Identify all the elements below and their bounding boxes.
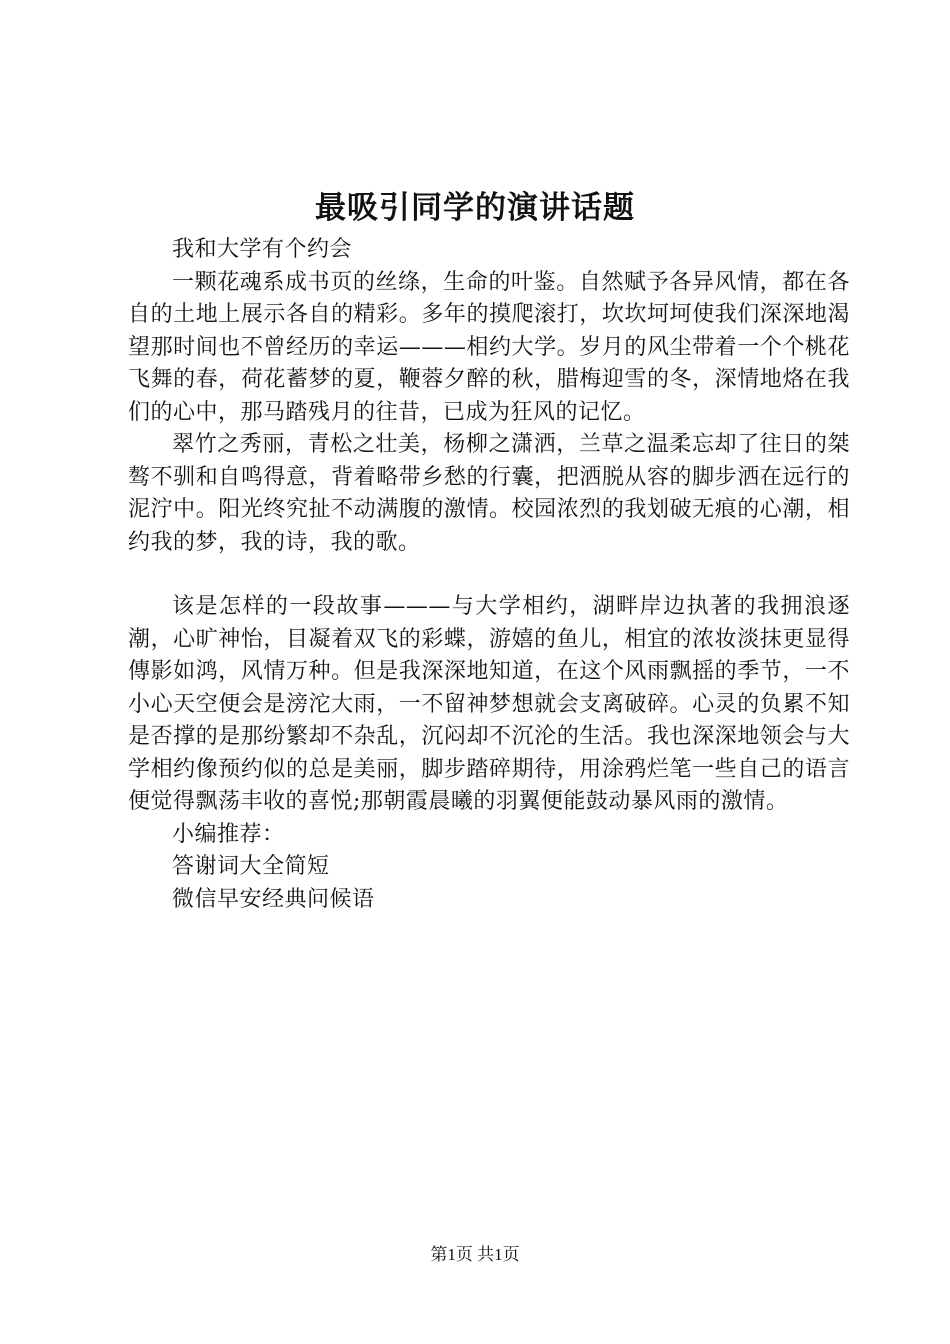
paragraph-gap <box>128 559 850 591</box>
paragraph-1: 一颗花魂系成书页的丝绦，生命的叶鉴。自然赋予各异风情，都在各自的土地上展示各自的精彩。多年的摸爬滚打，坎坎坷坷使我们深深地渴望那时间也不曾经历的幸运———相约大学。岁月的风尘带着一个个桃花飞舞的春，荷花蓄梦的夏，鞭蓉夕醉的秋，腊梅迎雪的冬，深情地烙在我们的心中，那马踏残月的往昔，已成为狂风的记忆。 <box>128 269 850 425</box>
page-footer: 第1页 共1页 <box>430 1245 520 1264</box>
recommend-link-1[interactable]: 答谢词大全简短 <box>172 854 330 879</box>
paragraph-2: 翠竹之秀丽，青松之壮美，杨柳之潇洒，兰草之温柔忘却了往日的桀骜不驯和自鸣得意，背着略带乡愁的行囊，把洒脱从容的脚步洒在远行的泥泞中。阳光终究扯不动满腹的激情。校园浓烈的我划破无痕的心潮，相约我的梦，我的诗，我的歌。 <box>128 432 850 555</box>
recommend-link-2[interactable]: 微信早安经典问候语 <box>172 886 375 912</box>
paragraph-3: 该是怎样的一段故事———与大学相约，湖畔岸边执著的我拥浪逐潮，心旷神怡，目凝着双飞的彩蝶，游嬉的鱼儿，相宜的浓妆淡抹更显得傳影如鸿，风情万种。但是我深深地知道，在这个风雨飘摇的季节，一不小心天空便会是滂沱大雨，一不留神梦想就会支离破碎。心灵的负累不知是否撑的是那纷繁却不杂乱，沉闷却不沉沦的生活。我也深深地领会与大学相约像预约似的总是美丽，脚步踏碎期待，用涂鸦烂笔一些自己的语言便觉得飘荡丰收的喜悦;那朝霞晨曦的羽翼便能鼓动暴风雨的激情。 <box>128 594 850 814</box>
document-body <box>128 234 850 916</box>
document-title: 最吸引同学的演讲话题 <box>315 190 635 226</box>
subtitle-line: 我和大学有个约会 <box>172 237 353 262</box>
recommend-label: 小编推荐： <box>172 821 285 847</box>
